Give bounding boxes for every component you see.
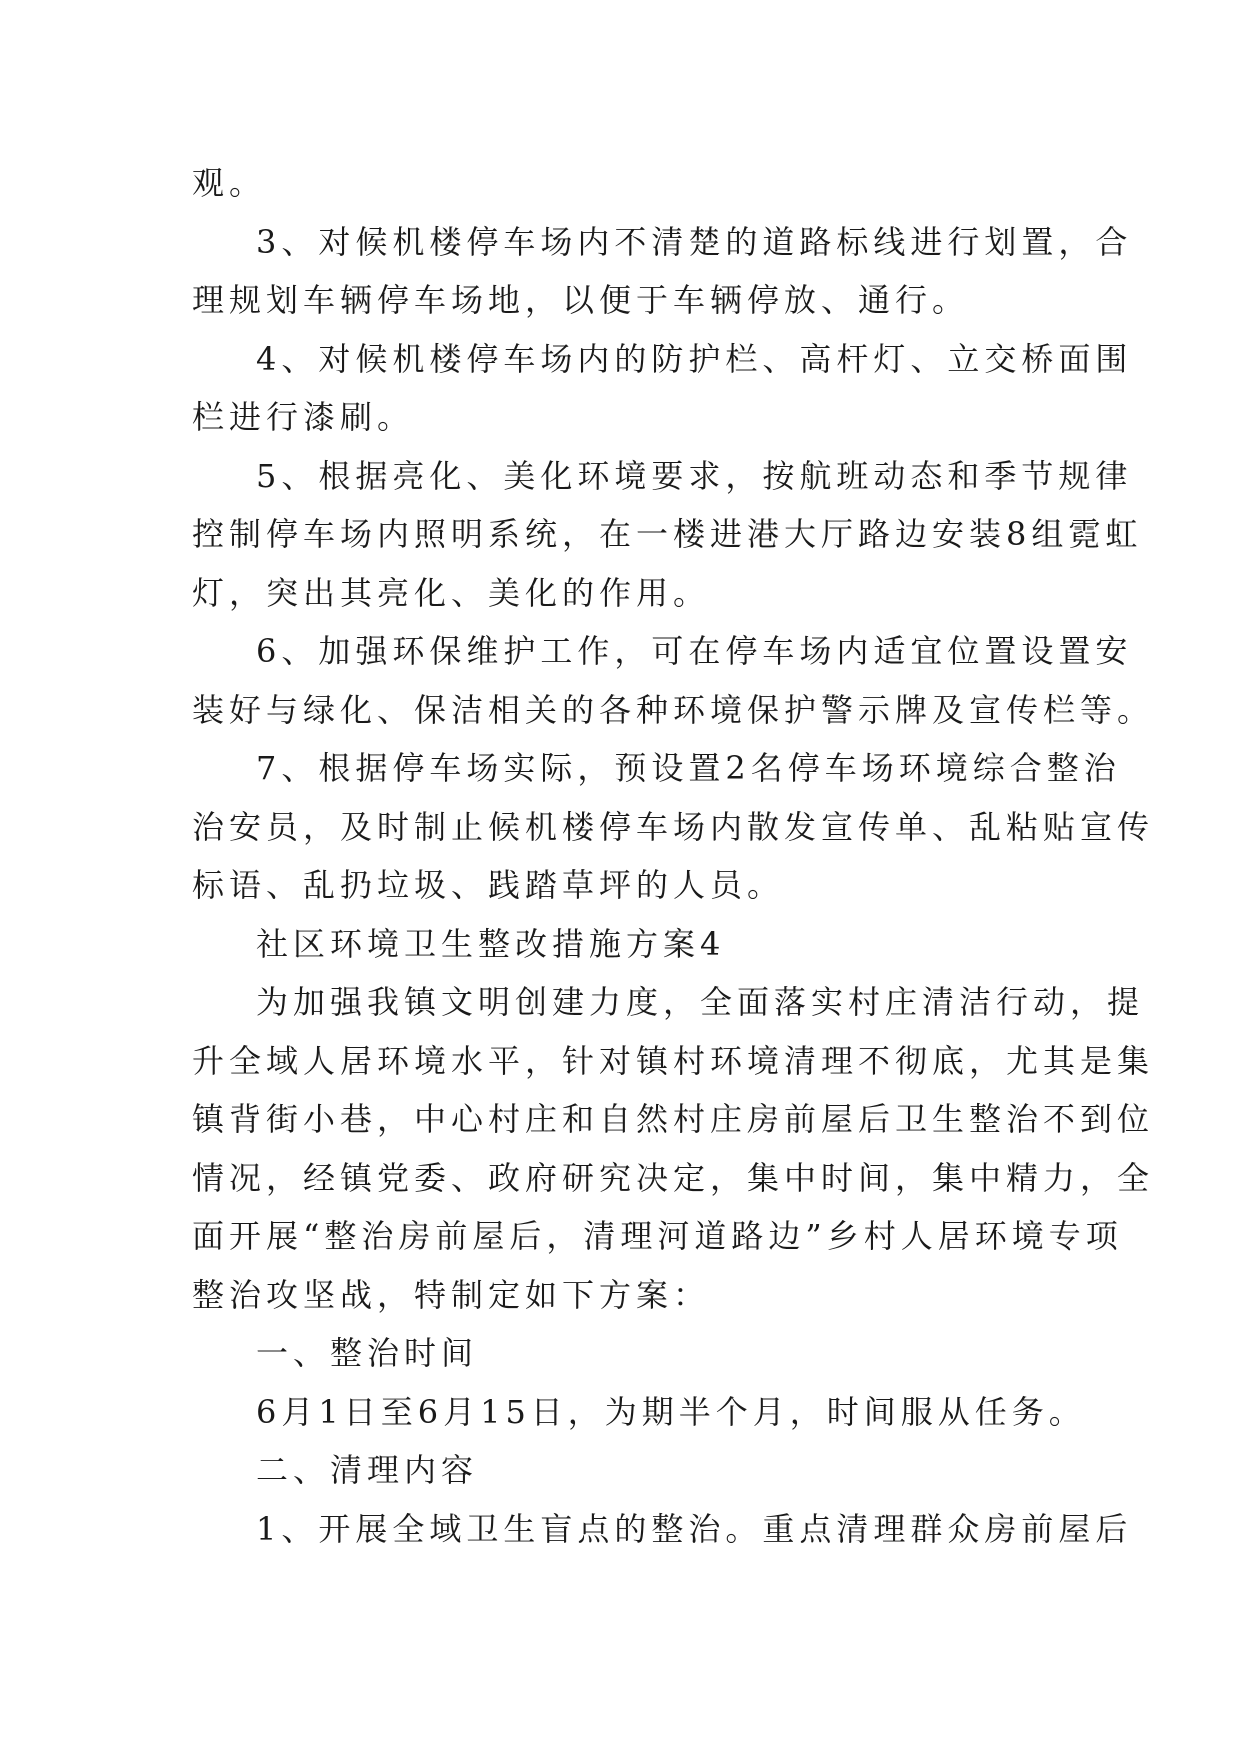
text-line: 社区环境卫生整改措施方案4 xyxy=(256,924,726,963)
text-line: 7、根据停车场实际，预设置2名停车场环境综合整治 xyxy=(256,749,1121,787)
text-line: 二、清理内容 xyxy=(256,1451,479,1489)
text-line: 观。 xyxy=(192,164,267,202)
text-line: 控制停车场内照明系统，在一楼进港大厅路边安装8组霓虹 xyxy=(192,515,1143,553)
text-line: 为加强我镇文明创建力度，全面落实村庄清洁行动，提 xyxy=(256,983,1145,1021)
text-line: 6、加强环保维护工作，可在停车场内适宜位置设置安 xyxy=(256,632,1133,670)
text-line: 面开展“整治房前屋后，清理河道路边”乡村人居环境专项 xyxy=(192,1217,1123,1255)
text-line: 一、整治时间 xyxy=(256,1334,479,1372)
text-line: 升全域人居环境水平，针对镇村环境清理不彻底，尤其是集 xyxy=(192,1041,1155,1080)
text-line: 情况，经镇党委、政府研究决定，集中时间，集中精力，全 xyxy=(192,1158,1155,1197)
text-line: 1、开展全域卫生盲点的整治。重点清理群众房前屋后 xyxy=(256,1509,1133,1548)
text-line: 栏进行漆刷。 xyxy=(192,398,415,436)
text-line: 标语、乱扔垃圾、践踏草坪的人员。 xyxy=(192,866,785,904)
document-body xyxy=(192,154,1155,1558)
text-line: 4、对候机楼停车场内的防护栏、高杆灯、立交桥面围 xyxy=(256,339,1133,378)
text-line: 装好与绿化、保洁相关的各种环境保护警示牌及宣传栏等。 xyxy=(192,690,1155,729)
text-line: 整治攻坚战，特制定如下方案： xyxy=(192,1275,711,1314)
text-line: 理规划车辆停车场地，以便于车辆停放、通行。 xyxy=(192,281,970,319)
text-line: 灯，突出其亮化、美化的作用。 xyxy=(192,573,711,612)
text-line: 6月1日至6月15日，为期半个月，时间服从任务。 xyxy=(256,1392,1086,1431)
text-line: 镇背街小巷，中心村庄和自然村庄房前屋后卫生整治不到位 xyxy=(192,1100,1155,1138)
text-line: 3、对候机楼停车场内不清楚的道路标线进行划置，合 xyxy=(256,222,1133,261)
text-line: 5、根据亮化、美化环境要求，按航班动态和季节规律 xyxy=(256,456,1133,495)
text-line: 治安员，及时制止候机楼停车场内散发宣传单、乱粘贴宣传 xyxy=(192,807,1155,846)
